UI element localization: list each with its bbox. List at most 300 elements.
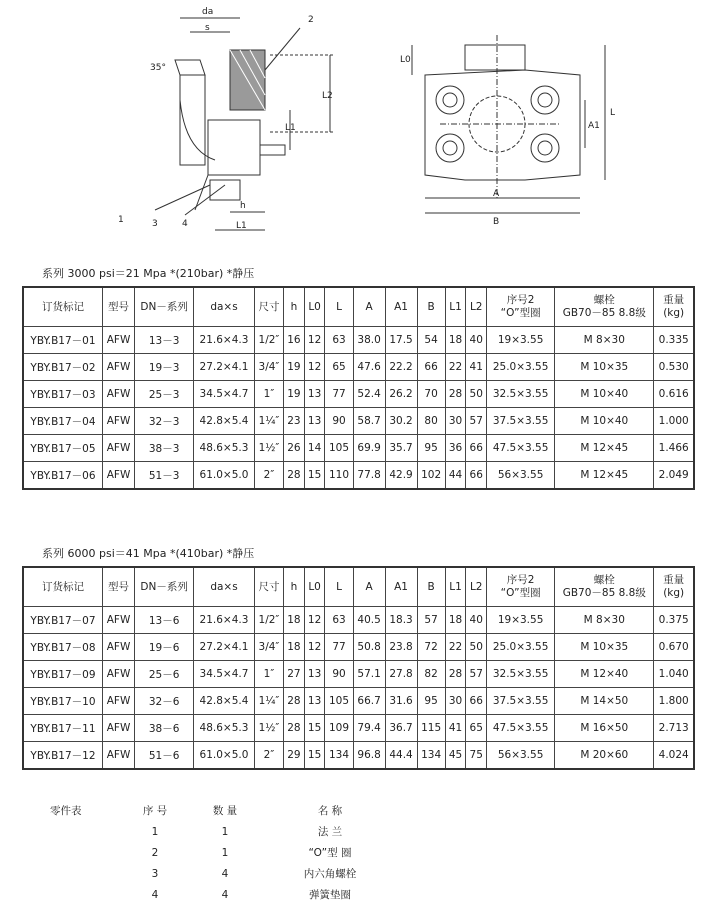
- table-cell: 37.5×3.55: [487, 688, 555, 715]
- table-cell: M 10×40: [555, 381, 654, 408]
- header-text: L0: [308, 580, 321, 593]
- label-A: A: [493, 189, 500, 199]
- table-cell: 48.6×5.3: [194, 715, 255, 742]
- header-text: 订货标记: [41, 580, 84, 593]
- table-cell: 51－3: [135, 462, 194, 490]
- table-cell: 19: [284, 354, 305, 381]
- header-text: DN－系列: [140, 300, 188, 313]
- table-header-cell: [445, 287, 466, 327]
- table-cell: 28: [284, 715, 305, 742]
- table-header-cell: [487, 567, 555, 607]
- table-cell: 58.7: [353, 408, 385, 435]
- table-cell: AFW: [102, 688, 134, 715]
- table-cell: YBY.B17－06: [23, 462, 102, 490]
- table-cell: 47.5×3.55: [487, 715, 555, 742]
- table-cell: 31.6: [385, 688, 417, 715]
- table-cell: 0.375: [654, 607, 694, 634]
- table-cell: 13: [304, 408, 325, 435]
- table-cell: 54: [417, 327, 445, 354]
- table-cell: 57: [417, 607, 445, 634]
- header-text: A1: [394, 300, 408, 313]
- table-cell: 12: [304, 327, 325, 354]
- table-row: [23, 607, 694, 634]
- label-A1: A1: [588, 121, 600, 131]
- label-L: L: [610, 108, 616, 118]
- header-text: h: [290, 300, 298, 313]
- table-cell: 44.4: [385, 742, 417, 770]
- header-text: A: [365, 300, 373, 313]
- table-cell: 28: [284, 688, 305, 715]
- table-cell: 105: [325, 688, 353, 715]
- table-cell: AFW: [102, 634, 134, 661]
- table-cell: 2″: [254, 742, 283, 770]
- parts-row: [50, 863, 400, 884]
- table-cell: 105: [325, 435, 353, 462]
- table-cell: 34.5×4.7: [194, 381, 255, 408]
- table-header-cell: [325, 567, 353, 607]
- table-header-cell: [102, 567, 134, 607]
- technical-drawing: [0, 0, 718, 250]
- table-cell: 0.616: [654, 381, 694, 408]
- table-cell: AFW: [102, 607, 134, 634]
- table-cell: 95: [417, 688, 445, 715]
- table-row: [23, 688, 694, 715]
- table-cell: M 12×40: [555, 661, 654, 688]
- table-cell: 42.9: [385, 462, 417, 490]
- table-cell: 38.0: [353, 327, 385, 354]
- table-header-cell: [304, 287, 325, 327]
- table-header-cell: [385, 567, 417, 607]
- parts-seq: 1: [151, 825, 159, 838]
- table-cell: 12: [304, 354, 325, 381]
- table-cell: 47.6: [353, 354, 385, 381]
- table-cell: 13－6: [135, 607, 194, 634]
- table-cell: YBY.B17－07: [23, 607, 102, 634]
- table-header-cell: [654, 567, 694, 607]
- label-part-4: 4: [182, 219, 188, 229]
- header-text: B: [427, 300, 435, 313]
- header-text: da×s: [210, 300, 238, 313]
- header-text: 重量: [663, 574, 685, 586]
- table-cell: M 12×45: [555, 462, 654, 490]
- table-cell: 110: [325, 462, 353, 490]
- table-cell: AFW: [102, 742, 134, 770]
- table-cell: M 16×50: [555, 715, 654, 742]
- table-row: [23, 715, 694, 742]
- table-cell: AFW: [102, 408, 134, 435]
- table-cell: 38－6: [135, 715, 194, 742]
- table-cell: 42.8×5.4: [194, 408, 255, 435]
- table-cell: M 10×40: [555, 408, 654, 435]
- table-cell: 36.7: [385, 715, 417, 742]
- table-cell: 22: [445, 354, 466, 381]
- table-cell: 66: [466, 688, 487, 715]
- table-cell: M 10×35: [555, 354, 654, 381]
- table-row: [23, 354, 694, 381]
- table-cell: 57.1: [353, 661, 385, 688]
- table-cell: 15: [304, 715, 325, 742]
- table-cell: 26.2: [385, 381, 417, 408]
- table-cell: 1.000: [654, 408, 694, 435]
- table-cell: 30: [445, 408, 466, 435]
- table-row: [23, 742, 694, 770]
- table-cell: 27: [284, 661, 305, 688]
- table-cell: 66: [466, 435, 487, 462]
- table-cell: 90: [325, 408, 353, 435]
- header-text: L: [336, 580, 342, 593]
- table-cell: 3/4″: [254, 634, 283, 661]
- table-cell: 65: [325, 354, 353, 381]
- header-text: GB70－85 8.8级: [562, 307, 646, 319]
- table-cell: 28: [445, 661, 466, 688]
- table-cell: 95: [417, 435, 445, 462]
- header-text: L: [336, 300, 342, 313]
- table-cell: 57: [466, 661, 487, 688]
- parts-seq: 2: [151, 846, 159, 859]
- table-cell: 18: [284, 607, 305, 634]
- table-cell: 18: [445, 607, 466, 634]
- header-text: (kg): [663, 587, 685, 599]
- parts-qty: 4: [221, 888, 229, 901]
- label-part-3: 3: [152, 219, 158, 229]
- table-cell: AFW: [102, 354, 134, 381]
- table-cell: 19×3.55: [487, 327, 555, 354]
- table-cell: 96.8: [353, 742, 385, 770]
- table-cell: AFW: [102, 327, 134, 354]
- table-cell: 17.5: [385, 327, 417, 354]
- table-cell: 40.5: [353, 607, 385, 634]
- table-cell: 15: [304, 742, 325, 770]
- table-header-cell: [23, 287, 102, 327]
- table-cell: 25.0×3.55: [487, 634, 555, 661]
- table-header-cell: [194, 287, 255, 327]
- table-header-cell: [555, 287, 654, 327]
- table-cell: 77: [325, 381, 353, 408]
- table-cell: 40: [466, 327, 487, 354]
- table-header-cell: [487, 287, 555, 327]
- table-header-cell: [445, 567, 466, 607]
- table-cell: 52.4: [353, 381, 385, 408]
- header-text: A: [365, 580, 373, 593]
- label-angle: 35°: [150, 63, 166, 73]
- header-text: B: [427, 580, 435, 593]
- table-cell: 50: [466, 381, 487, 408]
- header-text: DN－系列: [140, 580, 188, 593]
- table-cell: 0.670: [654, 634, 694, 661]
- header-text: L1: [449, 300, 462, 313]
- table-cell: 72: [417, 634, 445, 661]
- table-cell: M 10×35: [555, 634, 654, 661]
- table-cell: 47.5×3.55: [487, 435, 555, 462]
- table-cell: 56×3.55: [487, 462, 555, 490]
- table-cell: 1¼″: [254, 408, 283, 435]
- parts-row: [50, 884, 400, 905]
- table-cell: 65: [466, 715, 487, 742]
- header-text: 序号2: [506, 574, 535, 586]
- table-cell: 32.5×3.55: [487, 381, 555, 408]
- table-cell: 28: [445, 381, 466, 408]
- table-cell: YBY.B17－03: [23, 381, 102, 408]
- header-text: 重量: [663, 294, 685, 306]
- table-cell: AFW: [102, 715, 134, 742]
- table-cell: 13: [304, 688, 325, 715]
- table-header-cell: [325, 287, 353, 327]
- table-cell: 12: [304, 634, 325, 661]
- table-cell: 4.024: [654, 742, 694, 770]
- table-cell: 2″: [254, 462, 283, 490]
- parts-qty: 1: [221, 825, 229, 838]
- parts-header-row: [50, 800, 400, 821]
- table-header-cell: [353, 287, 385, 327]
- table-header-cell: [135, 567, 194, 607]
- header-text: 型号: [108, 580, 130, 593]
- table-cell: 45: [445, 742, 466, 770]
- label-part-2: 2: [308, 15, 314, 25]
- table-cell: 30: [445, 688, 466, 715]
- table-cell: 77.8: [353, 462, 385, 490]
- table-cell: 16: [284, 327, 305, 354]
- spec-table-6000psi: [22, 566, 695, 770]
- table-cell: 18.3: [385, 607, 417, 634]
- parts-header-qty: 数 量: [212, 805, 238, 817]
- table-header-cell: [284, 567, 305, 607]
- table-cell: 50: [466, 634, 487, 661]
- header-text: 尺寸: [258, 300, 280, 313]
- table-cell: 25－3: [135, 381, 194, 408]
- table-cell: 12: [304, 607, 325, 634]
- table-cell: 57: [466, 408, 487, 435]
- table-cell: 41: [466, 354, 487, 381]
- table-cell: 80: [417, 408, 445, 435]
- parts-seq: 4: [151, 888, 159, 901]
- table-cell: 1″: [254, 661, 283, 688]
- table-cell: 30.2: [385, 408, 417, 435]
- table-cell: 38－3: [135, 435, 194, 462]
- table-cell: YBY.B17－05: [23, 435, 102, 462]
- table-cell: M 12×45: [555, 435, 654, 462]
- table-cell: 63: [325, 327, 353, 354]
- table-cell: 27.2×4.1: [194, 634, 255, 661]
- label-h: h: [240, 201, 246, 211]
- table-header-cell: [135, 287, 194, 327]
- table-cell: 14: [304, 435, 325, 462]
- table-cell: 35.7: [385, 435, 417, 462]
- table-cell: YBY.B17－12: [23, 742, 102, 770]
- table1-caption: 系列 3000 psi＝21 Mpa *(210bar) *静压: [42, 267, 255, 280]
- table-cell: 19－6: [135, 634, 194, 661]
- parts-list: [50, 800, 400, 905]
- table-row: [23, 661, 694, 688]
- table-cell: 19×3.55: [487, 607, 555, 634]
- table-header-cell: [304, 567, 325, 607]
- parts-name: 内六角螺栓: [303, 868, 357, 880]
- parts-name: “O”型 圈: [308, 847, 352, 859]
- label-L2: L2: [322, 91, 333, 101]
- table-cell: 13: [304, 381, 325, 408]
- header-text: L2: [469, 580, 483, 593]
- table-cell: 1/2″: [254, 607, 283, 634]
- parts-qty: 1: [221, 846, 229, 859]
- table-cell: 21.6×4.3: [194, 607, 255, 634]
- table-cell: 48.6×5.3: [194, 435, 255, 462]
- table-cell: 70: [417, 381, 445, 408]
- table-cell: 50.8: [353, 634, 385, 661]
- parts-name: 弹簧垫圈: [309, 889, 351, 901]
- header-text: 尺寸: [258, 580, 280, 593]
- table-cell: AFW: [102, 661, 134, 688]
- table-cell: 51－6: [135, 742, 194, 770]
- table-header-cell: [102, 287, 134, 327]
- table-cell: YBY.B17－04: [23, 408, 102, 435]
- table-row: [23, 327, 694, 354]
- table-header-cell: [23, 567, 102, 607]
- table-cell: 37.5×3.55: [487, 408, 555, 435]
- table-cell: YBY.B17－10: [23, 688, 102, 715]
- table-cell: YBY.B17－11: [23, 715, 102, 742]
- table-cell: 1″: [254, 381, 283, 408]
- table-cell: 25－6: [135, 661, 194, 688]
- parts-qty: 4: [221, 867, 229, 880]
- parts-header-title: 零件表: [50, 805, 82, 817]
- table-cell: 44: [445, 462, 466, 490]
- table-cell: 1.800: [654, 688, 694, 715]
- table-cell: M 20×60: [555, 742, 654, 770]
- header-text: 螺栓: [593, 294, 615, 306]
- header-text: h: [290, 580, 298, 593]
- table2-header-row: [23, 567, 694, 607]
- parts-header-seq: 序 号: [142, 805, 168, 817]
- table-cell: AFW: [102, 462, 134, 490]
- table-cell: 66.7: [353, 688, 385, 715]
- parts-seq: 3: [151, 867, 159, 880]
- table-cell: 21.6×4.3: [194, 327, 255, 354]
- table-cell: 66: [417, 354, 445, 381]
- table-cell: 23.8: [385, 634, 417, 661]
- header-text: A1: [394, 580, 408, 593]
- label-part-1: 1: [118, 215, 124, 225]
- table-cell: 19－3: [135, 354, 194, 381]
- table-cell: M 14×50: [555, 688, 654, 715]
- table-cell: 26: [284, 435, 305, 462]
- table-cell: 34.5×4.7: [194, 661, 255, 688]
- label-s: s: [205, 23, 210, 33]
- table-cell: 61.0×5.0: [194, 462, 255, 490]
- table-cell: YBY.B17－01: [23, 327, 102, 354]
- table-header-cell: [254, 567, 283, 607]
- label-L1-vertical: L1: [285, 123, 296, 133]
- table-cell: 134: [417, 742, 445, 770]
- table-cell: 1½″: [254, 435, 283, 462]
- table-header-cell: [466, 567, 487, 607]
- label-L0: L0: [400, 55, 411, 65]
- header-text: “O”型圈: [500, 587, 541, 599]
- table-header-cell: [466, 287, 487, 327]
- table-cell: 63: [325, 607, 353, 634]
- table-cell: 1.040: [654, 661, 694, 688]
- table-cell: 36: [445, 435, 466, 462]
- header-text: (kg): [663, 307, 685, 319]
- table-cell: 66: [466, 462, 487, 490]
- table-cell: 19: [284, 381, 305, 408]
- table-cell: 13－3: [135, 327, 194, 354]
- table-cell: 27.8: [385, 661, 417, 688]
- header-text: 型号: [108, 300, 130, 313]
- header-text: GB70－85 8.8级: [562, 587, 646, 599]
- table-row: [23, 408, 694, 435]
- table-row: [23, 435, 694, 462]
- table-cell: 134: [325, 742, 353, 770]
- table-row: [23, 381, 694, 408]
- table-cell: AFW: [102, 435, 134, 462]
- table-cell: 32－3: [135, 408, 194, 435]
- table-row: [23, 462, 694, 490]
- spec-table-3000psi: [22, 286, 695, 490]
- label-B: B: [493, 217, 500, 227]
- table-header-cell: [194, 567, 255, 607]
- table-cell: 1.466: [654, 435, 694, 462]
- table-cell: 2.713: [654, 715, 694, 742]
- table-cell: YBY.B17－02: [23, 354, 102, 381]
- table-cell: AFW: [102, 381, 134, 408]
- table-cell: 1¼″: [254, 688, 283, 715]
- table-header-cell: [417, 287, 445, 327]
- parts-header-name: 名 称: [317, 805, 343, 817]
- table-cell: 3/4″: [254, 354, 283, 381]
- table-header-cell: [385, 287, 417, 327]
- table-cell: 13: [304, 661, 325, 688]
- table-cell: M 8×30: [555, 327, 654, 354]
- table-header-cell: [417, 567, 445, 607]
- header-text: “O”型圈: [500, 307, 541, 319]
- table-header-cell: [353, 567, 385, 607]
- table-header-cell: [254, 287, 283, 327]
- table-cell: 102: [417, 462, 445, 490]
- table-cell: 32.5×3.55: [487, 661, 555, 688]
- table-cell: 0.530: [654, 354, 694, 381]
- header-text: L2: [469, 300, 483, 313]
- table2-caption: 系列 6000 psi＝41 Mpa *(410bar) *静压: [42, 547, 255, 560]
- table-cell: YBY.B17－09: [23, 661, 102, 688]
- table-cell: 18: [445, 327, 466, 354]
- header-text: da×s: [210, 580, 238, 593]
- table-cell: 29: [284, 742, 305, 770]
- table-cell: YBY.B17－08: [23, 634, 102, 661]
- table-cell: 61.0×5.0: [194, 742, 255, 770]
- table-cell: 32－6: [135, 688, 194, 715]
- table-cell: 115: [417, 715, 445, 742]
- parts-name: 法 兰: [317, 826, 343, 838]
- header-text: L1: [449, 580, 462, 593]
- table-cell: 18: [284, 634, 305, 661]
- table-cell: 0.335: [654, 327, 694, 354]
- table-cell: 28: [284, 462, 305, 490]
- header-text: 序号2: [506, 294, 535, 306]
- label-da: da: [202, 7, 214, 17]
- table-cell: 27.2×4.1: [194, 354, 255, 381]
- table1-header-row: [23, 287, 694, 327]
- header-text: L0: [308, 300, 321, 313]
- header-text: 螺栓: [593, 574, 615, 586]
- table-cell: 42.8×5.4: [194, 688, 255, 715]
- table-cell: 2.049: [654, 462, 694, 490]
- table-cell: 77: [325, 634, 353, 661]
- header-text: 订货标记: [41, 300, 84, 313]
- table-cell: 25.0×3.55: [487, 354, 555, 381]
- table-cell: 40: [466, 607, 487, 634]
- table-cell: 1½″: [254, 715, 283, 742]
- table-cell: 22.2: [385, 354, 417, 381]
- table-header-cell: [654, 287, 694, 327]
